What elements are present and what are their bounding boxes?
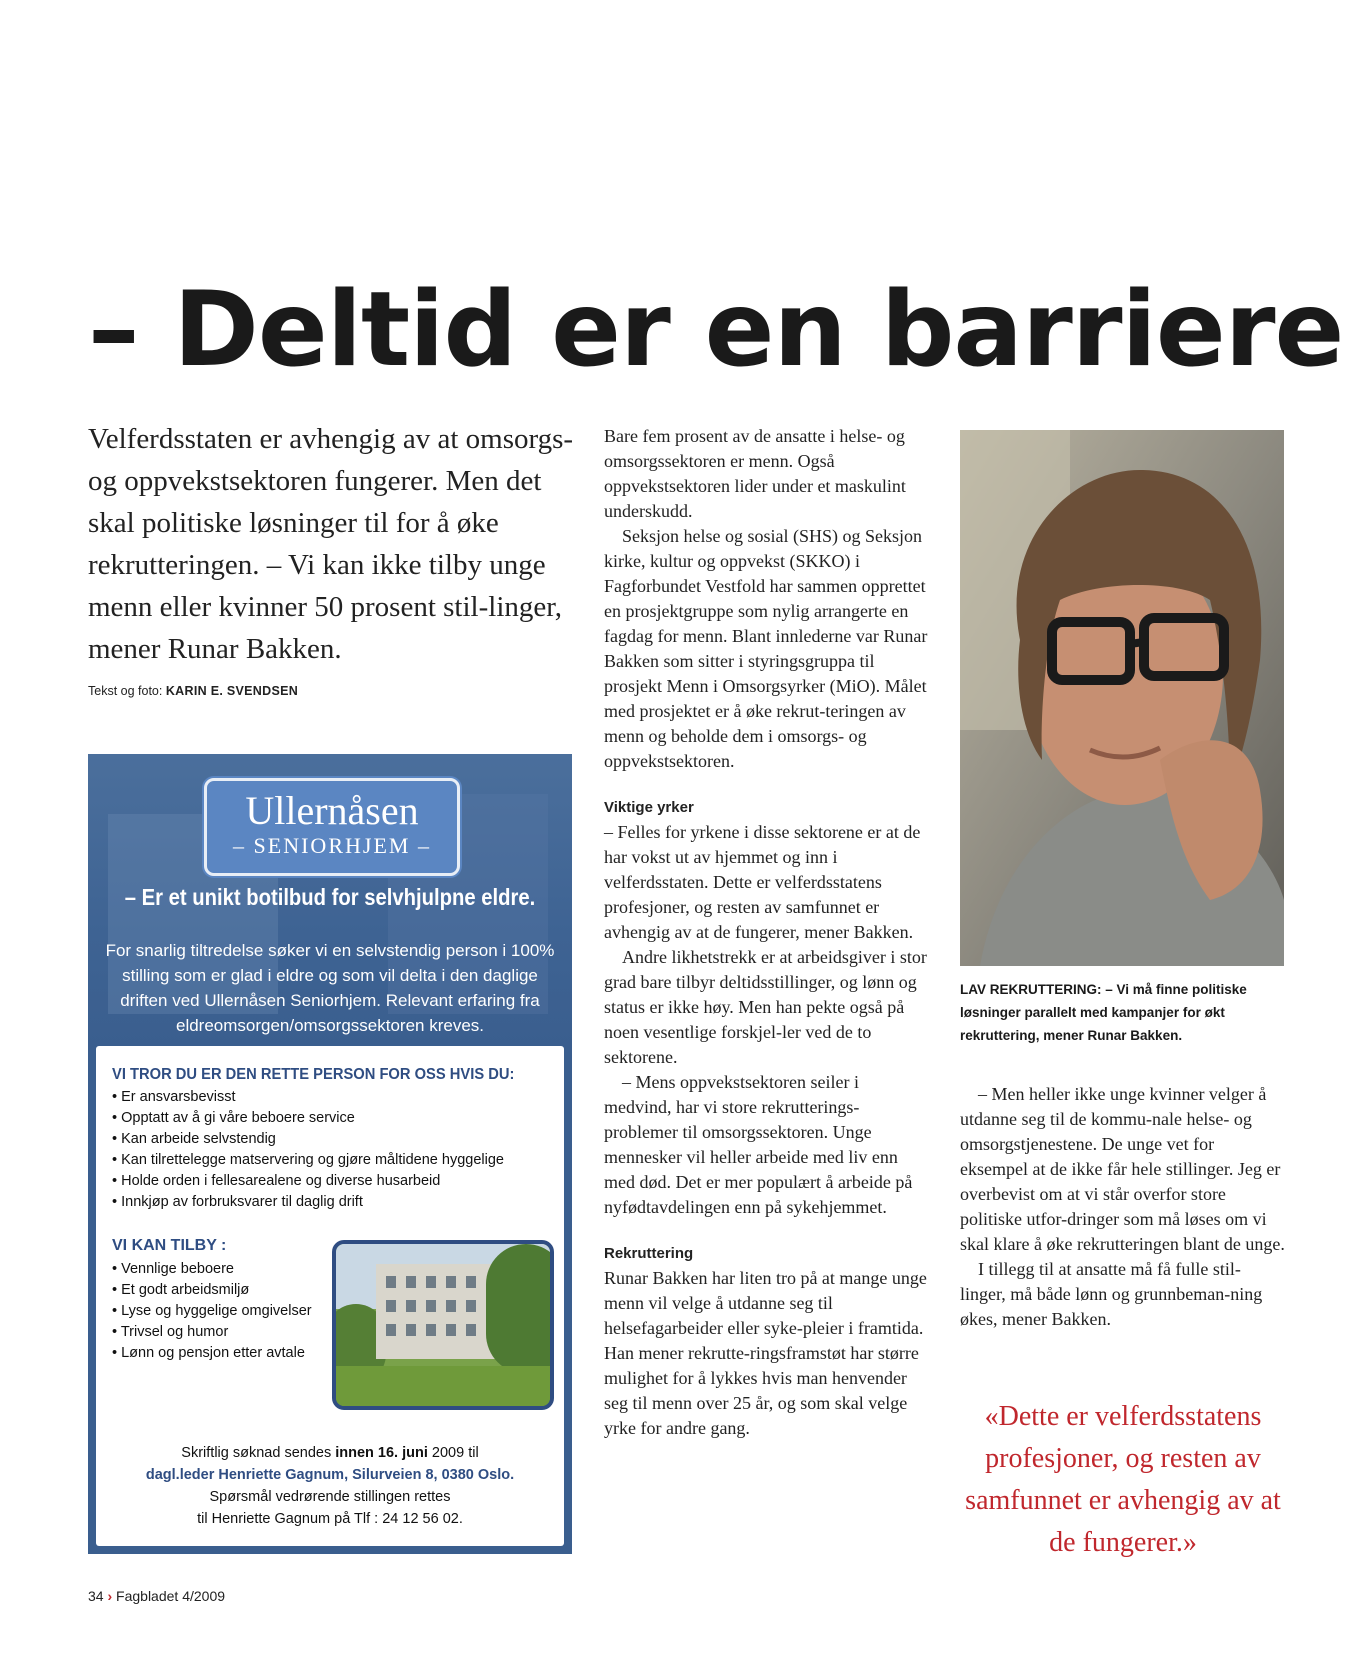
paragraph: Andre likhetstrekk er at arbeidsgiver i stor grad bare tilbyr deltidsstillinger, og lønn og status er ikke høy. Men han pekte også på noen vesentlige forskjel-ler ved de to sektorene.: [604, 947, 927, 1067]
byline-author: KARIN E. SVENDSEN: [165, 684, 299, 698]
article-column-middle: [604, 424, 930, 1441]
list-item: • Trivsel og humor: [112, 1324, 229, 1340]
ad-intro: For snarlig tiltredelse søker vi en selvstendig person i 100% stilling som er glad i eldre og som vil delta i den daglige driften ved Ullernåsen Seniorhjem. Relevant erfaring fra eldreomsorgen/omsorgssektoren kreves.: [105, 941, 555, 1035]
list-item: • Er ansvarsbevisst: [112, 1089, 236, 1105]
ad-details-box: [96, 1046, 564, 1546]
ad-logo-subtitle: – SENIORHJEM –: [233, 833, 431, 858]
ad-contact-line: Spørsmål vedrørende stillingen rettes: [209, 1489, 451, 1505]
paragraph: Runar Bakken har liten tro på at mange unge menn vil velge å utdanne seg til helsefagarbeider eller syke-pleier i framtida. Han mener rekrutte-ringsframstøt har større mulighet for å lykkes hvis man henvender seg til menn over 25 år, og som skal velge yrke for andre gang.: [604, 1268, 927, 1438]
list-item: • Innkjøp av forbruksvarer til daglig drift: [112, 1194, 363, 1210]
portrait-photo: [960, 430, 1284, 966]
byline: [88, 684, 298, 698]
ad-offer-list: [112, 1259, 312, 1364]
paragraph: Bare fem prosent av de ansatte i helse- og omsorgssektoren er menn. Også oppvekstsektoren lider under et maskulint underskudd.: [604, 426, 906, 521]
list-item: • Kan arbeide selvstendig: [112, 1131, 276, 1147]
subheading: Rekruttering: [604, 1245, 694, 1262]
chevron-right-icon: ›: [107, 1588, 113, 1604]
ad-apply-line: Skriftlig søknad sendes innen 16. juni 2009 til: [181, 1445, 479, 1461]
list-item: • Lyse og hyggelige omgivelser: [112, 1303, 312, 1319]
ad-tagline: – Er et unikt botilbud for selvhjulpne eldre.: [124, 884, 536, 910]
ad-requirements-list: [112, 1087, 504, 1213]
paragraph: – Felles for yrkene i disse sektorene er at de har vokst ut av hjemmet og inn i velferdsstaten. Dette er velferdsstatens profesjoner, og resten av samfunnet er avhengig av at de fungerer, mener Bakken.: [604, 822, 921, 942]
ad-apply-address: dagl.leder Henriette Gagnum, Silurveien 8, 0380 Oslo.: [145, 1467, 515, 1483]
portrait-illustration: [960, 430, 1284, 966]
pull-quote: «Dette er velferdsstatens profesjoner, og resten av samfunnet er avhengig av at de fungerer.»: [965, 1401, 1281, 1558]
article-column-right: [960, 1082, 1286, 1332]
ingress: Velferdsstaten er avhengig av at omsorgs- og oppvekstsektoren fungerer. Men det skal politiske løsninger til for å øke rekrutteringen. – Vi kan ikke tilby unge menn eller kvinner 50 prosent stil-linger, mener Runar Bakken.: [88, 423, 574, 665]
job-advertisement: [88, 754, 572, 1554]
photo-caption: LAV REKRUTTERING: – Vi må finne politiske løsninger parallelt med kampanjer for økt rekruttering, mener Runar Bakken.: [960, 982, 1247, 1043]
ad-building-photo: [332, 1240, 554, 1410]
byline-label: Tekst og foto:: [88, 684, 163, 698]
list-item: • Opptatt av å gi våre beboere service: [112, 1110, 355, 1126]
paragraph: Seksjon helse og sosial (SHS) og Seksjon kirke, kultur og oppvekst (SKKO) i Fagforbundet Vestfold har sammen opprettet en prosjektgruppe som nylig arrangerte en fagdag for menn. Blant innlederne var Runar Bakken som sitter i styringsgruppa til prosjekt Menn i Omsorgsyrker (MiO). Målet med prosjektet er å øke rekrut-teringen av menn og beholde dem i omsorgs- og oppvekstsektoren.: [604, 526, 928, 771]
list-item: • Lønn og pensjon etter avtale: [112, 1345, 305, 1361]
ad-offer-heading: VI KAN TILBY :: [112, 1237, 227, 1254]
list-item: • Vennlige beboere: [112, 1261, 234, 1277]
ad-contact-line: til Henriette Gagnum på Tlf : 24 12 56 02.: [197, 1511, 463, 1527]
list-item: • Kan tilrettelegge matservering og gjøre måltidene hyggelige: [112, 1152, 504, 1168]
paragraph: – Men heller ikke unge kvinner velger å utdanne seg til de kommu-nale helse- og omsorgstjenestene. De unge vet for eksempel at de ikke får hele stillinger. Jeg er overbevist om at vi står overfor store politiske utfor-dringer som må løses om vi skal klare å øke rekrutteringen blant de unge.: [960, 1084, 1285, 1254]
ad-logo-name: Ullernåsen: [245, 788, 419, 833]
page-number: 34: [88, 1588, 104, 1604]
paragraph: I tillegg til at ansatte må få fulle stil-linger, må både lønn og grunnbeman-ning økes, mener Bakken.: [960, 1259, 1263, 1329]
list-item: • Holde orden i fellesarealene og diverse husarbeid: [112, 1173, 441, 1189]
headline: – Deltid er en barriere: [88, 270, 1344, 390]
list-item: • Et godt arbeidsmiljø: [112, 1282, 250, 1298]
page-footer: [88, 1588, 225, 1604]
ad-application-info: [96, 1442, 564, 1530]
subheading: Viktige yrker: [604, 799, 694, 816]
paragraph: – Mens oppvekstsektoren seiler i medvind, har vi store rekrutterings-problemer til omsorgssektoren. Unge mennesker vil heller arbeide med liv enn med død. Det er mer populært å arbeide på nyfødtavdelingen enn på sykehjemmet.: [604, 1072, 913, 1217]
issue-label: Fagbladet 4/2009: [116, 1588, 226, 1604]
ad-logo: [204, 778, 460, 876]
ad-requirements-heading: VI TROR DU ER DEN RETTE PERSON FOR OSS HVIS DU:: [112, 1066, 515, 1083]
